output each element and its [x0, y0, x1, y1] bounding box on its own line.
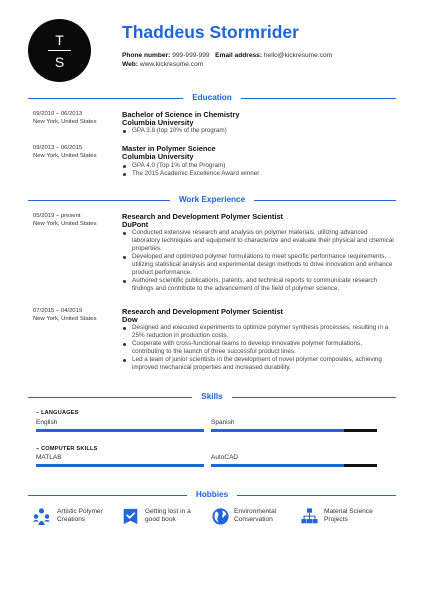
list-item: Cooperate with cross-functional teams to develop innovative polymer formulations, contributing to the launch of three successful product lines.	[122, 340, 394, 356]
list-item: GPA 4.0 (Top 1% of the Program)	[122, 162, 394, 170]
education-heading: Education	[0, 93, 424, 102]
email-value[interactable]: hello@kickresume.com	[263, 52, 333, 59]
skill-autocad-fill	[211, 464, 344, 467]
skill-spanish-bar	[211, 429, 377, 432]
skill-spanish-label: Spanish	[211, 419, 235, 426]
email-label: Email address:	[215, 52, 263, 59]
experience-2-company: Dow	[122, 315, 138, 324]
skill-autocad-label: AutoCAD	[211, 454, 239, 461]
education-2-date: 09/2013 – 06/2015	[33, 145, 83, 151]
hobby-3-text	[234, 508, 304, 525]
hobby-4-line-1: Material Science	[324, 508, 373, 515]
avatar	[28, 19, 91, 82]
experience-2-location: New York, United States	[33, 316, 97, 322]
education-2-location: New York, United States	[33, 153, 97, 159]
education-1-school: Columbia University	[122, 118, 194, 127]
skill-english-bar	[36, 429, 204, 432]
skills-heading: Skills	[0, 392, 424, 401]
book-check-icon	[122, 508, 139, 525]
hobby-1-line-1: Artistic Polymer	[57, 508, 103, 515]
experience-1-role: Research and Development Polymer Scientist	[122, 212, 284, 221]
people-icon	[33, 508, 50, 525]
experience-2-date: 07/2015 – 04/2019	[33, 308, 83, 314]
education-1-location: New York, United States	[33, 119, 97, 125]
web-label: Web:	[122, 61, 138, 68]
phone-value: 999-999-999	[172, 52, 210, 59]
experience-1-date: 05/2019 – present	[33, 213, 81, 219]
education-2-bullets	[122, 162, 394, 178]
education-1-bullets	[122, 127, 394, 135]
network-icon	[301, 508, 318, 525]
list-item: GPA 3.8 (top 10% of the program)	[122, 127, 394, 135]
web-value[interactable]: www.kickresume.com	[139, 61, 204, 68]
education-2-degree: Master in Polymer Science	[122, 144, 216, 153]
list-item: Authored scientific publications, patents, and technical reports to communicate research findings and contribute to the advancement of the field of polymer science.	[122, 277, 394, 293]
hobby-2-text	[145, 508, 215, 525]
education-1-degree: Bachelor of Science in Chemistry	[122, 110, 240, 119]
contact-line	[122, 52, 332, 59]
hobby-4-line-2: Projects	[324, 516, 348, 524]
skill-spanish-fill	[211, 429, 344, 432]
hobby-3-line-1: Environmental	[234, 508, 277, 515]
hobby-4-text	[324, 508, 394, 525]
avatar-initial-first: T	[55, 32, 64, 48]
skill-english-label: English	[36, 419, 58, 426]
computer-skills-heading: – COMPUTER SKILLS	[36, 446, 98, 452]
list-item: Designed and executed experiments to optimize polymer synthesis processes, resulting in a 25% reduction in production costs.	[122, 324, 394, 340]
list-item: The 2015 Academic Excellence Award winner	[122, 170, 394, 178]
web-line	[122, 61, 203, 68]
experience-1-bullets	[122, 229, 394, 293]
hobby-2-line-1: Getting lost in a	[145, 508, 191, 515]
hobby-1-line-2: Creations	[57, 516, 86, 524]
languages-heading: – LANGUAGES	[36, 410, 79, 416]
hobbies-heading: Hobbies	[0, 490, 424, 499]
hobby-3-line-2: Conservation	[234, 516, 273, 524]
avatar-initial-last: S	[54, 54, 65, 70]
avatar-divider	[48, 50, 71, 51]
list-item: Developed and optimized polymer formulations to meet specific performance requirements, utilizing statistical analysis and experimental design methods to drive innovation and enhance product performance.	[122, 253, 394, 277]
skill-matlab-label: MATLAB	[36, 454, 62, 461]
skill-english-fill	[36, 429, 204, 432]
hobby-1-text	[57, 508, 127, 525]
education-1-date: 09/2010 – 06/2013	[33, 111, 83, 117]
phone-label: Phone number:	[122, 52, 171, 59]
education-2-school: Columbia University	[122, 152, 194, 161]
list-item: Led a team of junior scientists in the development of novel polymer composites, achieving improved mechanical properties and increased durability.	[122, 356, 394, 372]
experience-1-location: New York, United States	[33, 221, 97, 227]
hobby-2-line-2: good book	[145, 516, 176, 524]
experience-heading: Work Experience	[0, 195, 424, 204]
skill-matlab-fill	[36, 464, 204, 467]
list-item: Conducted extensive research and analysis on polymer materials, utilizing advanced laboratory techniques and equipment to characterize and evaluate their physical and chemical properties.	[122, 229, 394, 253]
globe-icon	[212, 508, 229, 525]
experience-2-bullets	[122, 324, 394, 372]
experience-1-company: DuPont	[122, 220, 149, 229]
skill-autocad-bar	[211, 464, 377, 467]
experience-2-role: Research and Development Polymer Scientist	[122, 307, 284, 316]
skill-matlab-bar	[36, 464, 204, 467]
candidate-name: Thaddeus Stormrider	[122, 22, 299, 42]
